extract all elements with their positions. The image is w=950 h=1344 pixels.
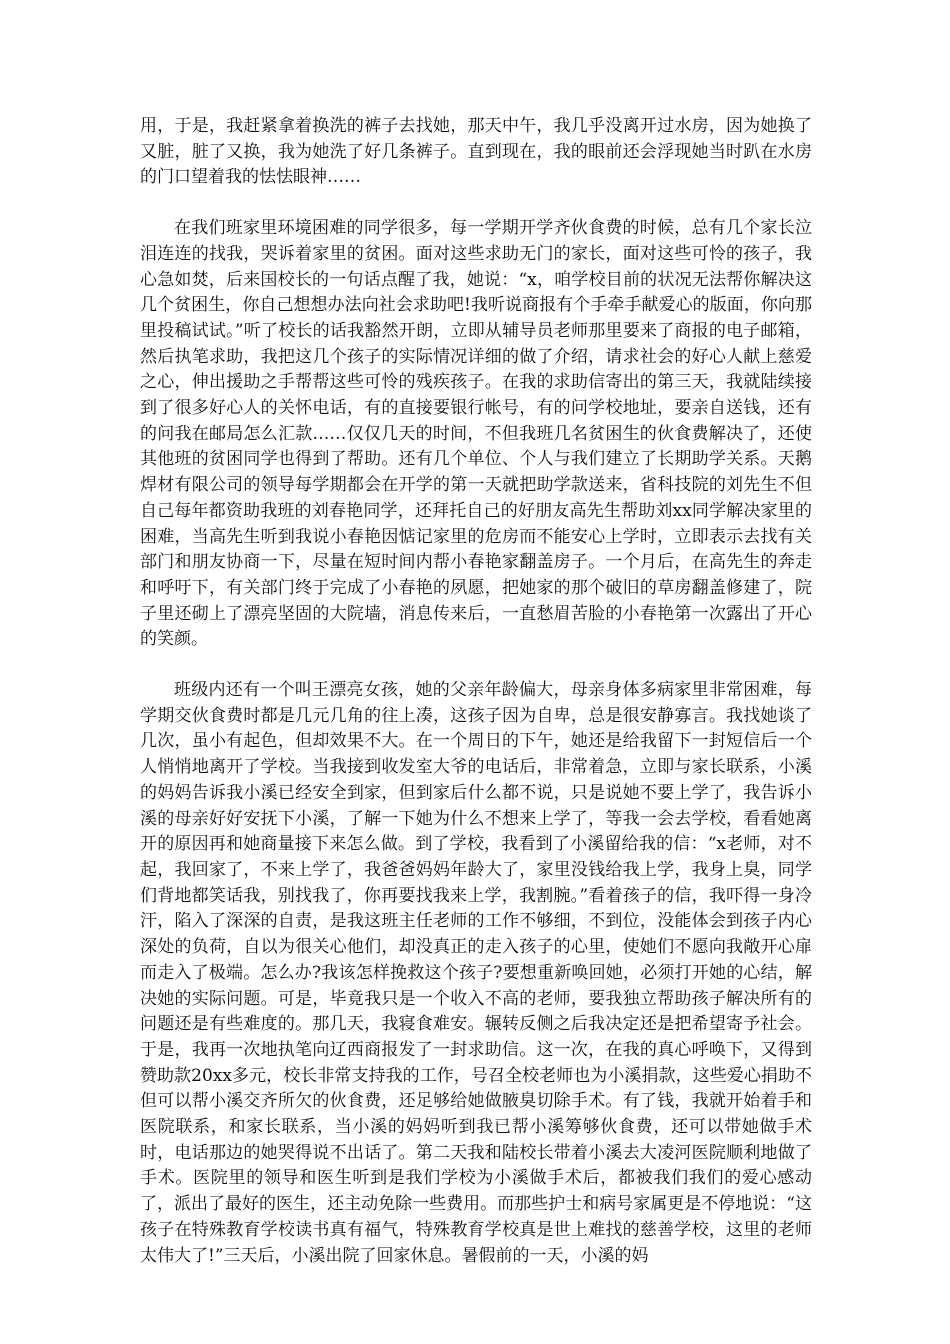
document-body <box>140 114 812 1269</box>
paragraph-2: 在我们班家里环境困难的同学很多，每一学期开学齐伙食费的时候，总有几个家长泣泪连连的找我，哭诉着家里的贫困。面对这些求助无门的家长，面对这些可怜的孩子，我心急如焚，后来国校长的一句话点醒了我，她说：“x，咱学校目前的状况无法帮你解决这几个贫困生，你自己想想办法向社会求助吧!我听说商报有个手牵手献爱心的版面，你向那里投稿试试。”听了校长的话我豁然开朗，立即从辅导员老师那里要来了商报的电子邮箱，然后执笔求助，我把这几个孩子的实际情况详细的做了介绍，请求社会的好心人献上慈爱之心，伸出援助之手帮帮这些可怜的残疾孩子。在我的求助信寄出的第三天，我就陆续接到了很多好心人的关怀电话，有的直接要银行帐号，有的问学校地址，要亲自送钱，还有的问我在邮局怎么汇款……仅仅几天的时间，不但我班几名贫困生的伙食费解决了，还使其他班的贫困同学也得到了帮助。还有几个单位、个人与我们建立了长期助学关系。天鹅焊材有限公司的领导每学期都会在开学的第一天就把助学款送来，省科技院的刘先生不但自己每年都资助我班的刘春艳同学，还拜托自己的好朋友高先生帮助刘xx同学解决家里的困难，当高先生听到我说小春艳因惦记家里的危房而不能安心上学时，立即表示去找有关部门和朋友协商一下，尽量在短时间内帮小春艳家翻盖房子。一个月后，在高先生的奔走和呼吁下，有关部门终于完成了小春艳的夙愿，把她家的那个破旧的草房翻盖修建了，院子里还砌上了漂亮坚固的大院墙，消息传来后，一直愁眉苦脸的小春艳第一次露出了开心的笑颜。 <box>140 218 812 650</box>
paragraph-1: 用，于是，我赶紧拿着换洗的裤子去找她，那天中午，我几乎没离开过水房，因为她换了又脏，脏了又换，我为她洗了好几条裤子。直到现在，我的眼前还会浮现她当时趴在水房的门口望着我的怯怯眼神…… <box>140 116 812 188</box>
paragraph-3: 班级内还有一个叫王漂亮女孩，她的父亲年龄偏大，母亲身体多病家里非常困难，每学期交伙食费时都是几元几角的往上凑，这孩子因为自卑，总是很安静寡言。我找她谈了几次，虽小有起色，但却效果不大。在一个周日的下午，她还是给我留下一封短信后一个人悄悄地离开了学校。当我接到收发室大爷的电话后，非常着急，立即与家长联系，小溪的妈妈告诉我小溪已经安全到家，但到家后什么都不说，只是说她不要上学了，我告诉小溪的母亲好好安抚下小溪，了解一下她为什么不想来上学了，等我一会去学校，看看她离开的原因再和她商量接下来怎么做。到了学校，我看到了小溪留给我的信：“x老师，对不起，我回家了，不来上学了，我爸爸妈妈年龄大了，家里没钱给我上学，我身上臭，同学们背地都笑话我，别找我了，你再要找我来上学，我割腕。”看着孩子的信，我吓得一身冷汗，陷入了深深的自责，是我这班主任老师的工作不够细，不到位，没能体会到孩子内心深处的负荷，自以为很关心他们，却没真正的走入孩子的心里，使她们不愿向我敞开心扉而走入了极端。怎么办?我该怎样挽救这个孩子?要想重新唤回她，必须打开她的心结，解决她的实际问题。可是，毕竟我只是一个收入不高的老师，要我独立帮助孩子解决所有的问题还是有些难度的。那几天，我寝食难安。辗转反侧之后我决定还是把希望寄予社会。于是，我再一次地执笔向辽西商报发了一封求助信。这一次，在我的真心呼唤下，又得到赞助款20xx多元，校长非常支持我的工作，号召全校老师也为小溪捐款，这些爱心捐助不但可以帮小溪交齐所欠的伙食费，还足够给她做腋臭切除手术。有了钱，我就开始着手和医院联系，和家长联系，当小溪的妈妈听到我已帮小溪筹够伙食费，还可以带她做手术时，电话那边的她哭得说不出话了。第二天我和陆校长带着小溪去大凌河医院顺利地做了手术。医院里的领导和医生听到是我们学校为小溪做手术后，都被我们我们的爱心感动了，派出了最好的医生，还主动免除一些费用。而那些护士和病号家属更是不停地说：“这孩子在特殊教育学校读书真有福气，特殊教育学校真是世上难找的慈善学校，这里的老师太伟大了!”三天后，小溪出院了回家休息。暑假前的一天，小溪的妈 <box>140 680 812 1266</box>
